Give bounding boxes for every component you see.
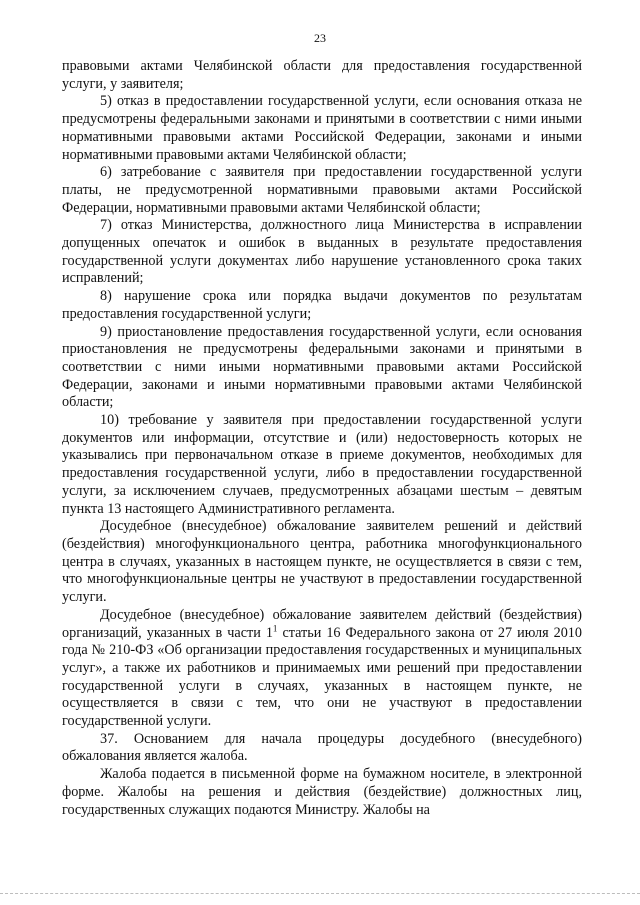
paragraph-item-9: 9) приостановление предоставления государственной услуги, если основания приостановления не предусмотрены федеральными законами и принятыми в соответствии с ними иными нормативными правовыми актами Российской Федерации, законами и иными нормативными правовыми актами Челябинской области; <box>62 323 582 411</box>
paragraph-mfc-appeal: Досудебное (внесудебное) обжалование заявителем решений и действий (бездействия) многофункционального центра, работника многофункционального центра в случаях, указанных в настоящем пункте, не осуществляется в связи с тем, что многофункциональные центры не участвуют в предоставлении государственной услуги. <box>62 518 582 606</box>
paragraph-organizations-appeal <box>62 607 582 731</box>
paragraph-item-7: 7) отказ Министерства, должностного лица Министерства в исправлении допущенных опечаток и ошибок в выданных в результате предоставления государственной услуги документах либо нарушение установленного срока таких исправлений; <box>62 217 582 287</box>
paragraph-organizations-text-end: статьи 16 Федерального закона от 27 июля 2010 года № 210-ФЗ «Об организации предоставления государственных и муниципальных услуг», а также их работников и принимаемых ими решений при предоставлении государственной услуги в случаях, указанных в настоящем пункте, не осуществляется в связи с тем, что они не участвуют в предоставлении государственной услуги. <box>62 624 582 730</box>
scan-edge-line <box>0 893 640 895</box>
paragraph-item-5: 5) отказ в предоставлении государственной услуги, если основания отказа не предусмотрены федеральными законами и принятыми в соответствии с ними иными нормативными правовыми актами Российской Федерации, законами и иными нормативными правовыми актами Челябинской области; <box>62 93 582 163</box>
paragraph-item-6: 6) затребование с заявителя при предоставлении государственной услуги платы, не предусмотренной нормативными правовыми актами Российской Федерации, нормативными правовыми актами Челябинской области; <box>62 164 582 216</box>
paragraph-item-8: 8) нарушение срока или порядка выдачи документов по результатам предоставления государственной услуги; <box>62 288 582 322</box>
paragraph-complaint-form: Жалоба подается в письменной форме на бумажном носителе, в электронной форме. Жалобы на решения и действия (бездействие) должностных лиц, государственных служащих подаются Министру. Жалобы на <box>62 766 582 818</box>
paragraph-item-37: 37. Основанием для начала процедуры досудебного (внесудебного) обжалования является жалоба. <box>62 730 582 765</box>
paragraph-item-10: 10) требование у заявителя при предоставлении государственной услуги документов или информации, отсутствие и (или) недостоверность которых не указывались при первоначальном отказе в приеме документов, необходимых для предоставления государственной услуги, либо в предоставлении государственной услуги, за исключением случаев, предусмотренных абзацами шестым – девятым пункта 13 настоящего Административного регламента. <box>62 412 582 517</box>
paragraph-continuation: правовыми актами Челябинской области для предоставления государственной услуги, у заявителя; <box>62 58 582 92</box>
superscript-marker: 1 <box>272 622 278 633</box>
document-body <box>62 58 582 819</box>
paragraph-organizations-text-start: Досудебное (внесудебное) обжалование заявителем действий (бездействия) организаций, указанных в части 1 <box>62 606 582 641</box>
page-number: 23 <box>314 31 326 45</box>
